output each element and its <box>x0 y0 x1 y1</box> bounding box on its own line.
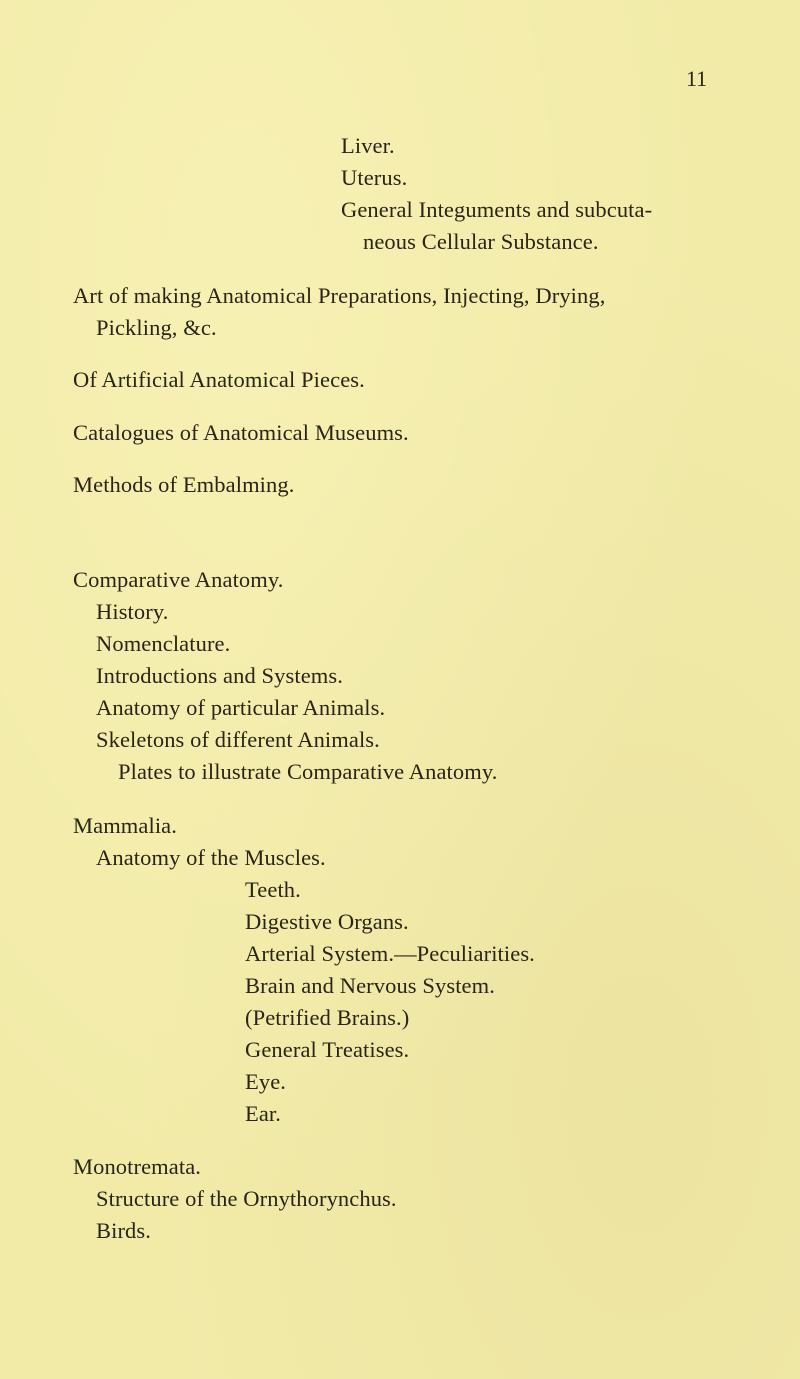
entry-skeletons: Skeletons of different Animals. <box>96 727 380 752</box>
entry-liver: Liver. <box>341 133 395 158</box>
entry-general-integuments-cont: neous Cellular Substance. <box>363 229 599 254</box>
heading-mammalia: Mammalia. <box>73 813 177 838</box>
entry-general-integuments: General Integuments and subcuta- <box>341 197 653 222</box>
entry-muscles: Anatomy of the Muscles. <box>96 845 326 870</box>
entry-arterial: Arterial System.—Peculiarities. <box>245 941 535 966</box>
entry-uterus: Uterus. <box>341 165 408 190</box>
entry-particular-animals: Anatomy of particular Animals. <box>96 695 386 720</box>
entry-digestive: Digestive Organs. <box>245 909 409 934</box>
entry-art-of-making: Art of making Anatomical Preparations, Injecting, Drying, <box>73 283 606 308</box>
entry-artificial-pieces: Of Artificial Anatomical Pieces. <box>73 367 365 392</box>
entry-catalogues: Catalogues of Anatomical Museums. <box>73 420 409 445</box>
heading-monotremata: Monotremata. <box>73 1154 202 1179</box>
entry-nomenclature: Nomenclature. <box>96 631 231 656</box>
entry-ear: Ear. <box>245 1101 282 1126</box>
page-number: 11 <box>686 66 708 91</box>
entry-birds: Birds. <box>96 1218 151 1243</box>
heading-comparative-anatomy: Comparative Anatomy. <box>73 567 284 592</box>
entry-brain: Brain and Nervous System. <box>245 973 495 998</box>
entry-art-of-making-cont: Pickling, &c. <box>96 315 217 340</box>
entry-plates: Plates to illustrate Comparative Anatomy. <box>118 759 498 784</box>
entry-embalming: Methods of Embalming. <box>73 472 295 497</box>
entry-history: History. <box>96 599 169 624</box>
entry-general-treatises: General Treatises. <box>245 1037 410 1062</box>
entry-eye: Eye. <box>245 1069 287 1094</box>
entry-petrified-brains: (Petrified Brains.) <box>245 1005 410 1030</box>
entry-introductions: Introductions and Systems. <box>96 663 343 688</box>
entry-teeth: Teeth. <box>245 877 301 902</box>
entry-ornythorynchus: Structure of the Ornythorynchus. <box>96 1186 397 1211</box>
